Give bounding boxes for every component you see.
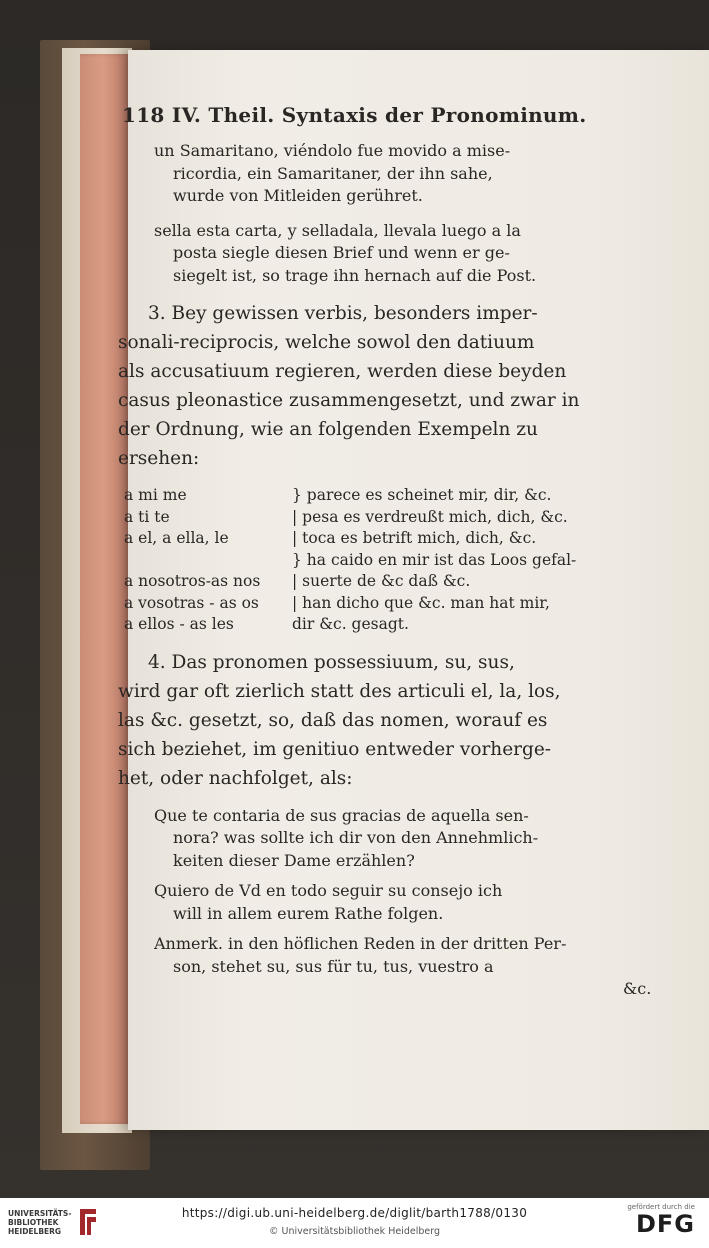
text-line: keiten dieser Dame erzählen? bbox=[173, 850, 415, 870]
text-line: son, stehet su, sus für tu, tus, vuestro a bbox=[173, 956, 494, 976]
funder-caption: gefördert durch die bbox=[627, 1203, 695, 1211]
text-line: nora? was sollte ich dir von den Annehmlich- bbox=[173, 828, 539, 847]
text-line: las &c. gesetzt, so, daß das nomen, worauf es bbox=[118, 709, 548, 731]
funder-name: DFG bbox=[635, 1210, 695, 1238]
library-name-line: HEIDELBERG bbox=[8, 1226, 62, 1236]
table-cell: | han dicho que &c. man hat mir, bbox=[292, 593, 550, 612]
table-row bbox=[124, 528, 690, 550]
table-row bbox=[124, 485, 690, 507]
example-gracias bbox=[118, 805, 690, 873]
table-cell: } parece es scheinet mir, dir, &c. bbox=[292, 486, 552, 504]
page-url[interactable]: https://digi.ub.uni-heidelberg.de/diglit/barth1788/0130 bbox=[181, 1206, 528, 1220]
page-header: 118 IV. Theil. Syntaxis der Pronominum. bbox=[122, 103, 587, 127]
text-line: Quiero de Vd en todo seguir su consejo ich bbox=[154, 881, 503, 900]
example-consejo bbox=[118, 880, 690, 925]
table-cell: dir &c. gesagt. bbox=[292, 615, 409, 633]
funder-logo[interactable] bbox=[627, 1203, 695, 1237]
text-line: &c. bbox=[623, 979, 652, 998]
table-cell: | pesa es verdreußt mich, dich, &c. bbox=[292, 507, 568, 526]
text-line: wird gar oft zierlich statt des articuli el, la, los, bbox=[118, 680, 561, 702]
library-name-line: UNIVERSITÄTS- bbox=[8, 1208, 72, 1218]
text-line: Anmerk. in den höflichen Reden in der dritten Per- bbox=[154, 934, 567, 953]
text-line: der Ordnung, wie an folgenden Exempeln zu bbox=[118, 419, 538, 440]
paragraph-3 bbox=[118, 299, 690, 473]
example-samaritano bbox=[118, 140, 690, 208]
text-line: sonali-reciprocis, welche sowol den datiuum bbox=[118, 332, 535, 353]
table-cell: a el, a ella, le bbox=[124, 529, 229, 547]
pronoun-table bbox=[124, 485, 690, 636]
library-name-line: BIBLIOTHEK bbox=[8, 1217, 59, 1227]
text-line: 3. Bey gewissen verbis, besonders imper- bbox=[148, 303, 538, 324]
viewer-footer bbox=[0, 1198, 709, 1248]
text-line: het, oder nachfolget, als: bbox=[118, 767, 353, 789]
paragraph-4 bbox=[118, 648, 690, 793]
table-row bbox=[124, 507, 690, 529]
text-line: 4. Das pronomen possessiuum, su, sus, bbox=[148, 651, 515, 673]
table-cell: a vosotras - as os bbox=[124, 593, 259, 612]
text-line: will in allem eurem Rathe folgen. bbox=[173, 903, 444, 923]
copyright-notice: © Universitätsbibliothek Heidelberg bbox=[268, 1226, 440, 1237]
table-cell: a ti te bbox=[124, 507, 170, 526]
table-cell: | suerte de &c daß &c. bbox=[292, 572, 471, 590]
example-carta bbox=[118, 220, 690, 288]
page-text bbox=[118, 98, 690, 1001]
text-line: wurde von Mitleiden gerühret. bbox=[173, 186, 423, 205]
table-row bbox=[124, 593, 690, 615]
table-row bbox=[124, 571, 690, 593]
text-line: siegelt ist, so trage ihn hernach auf die Post. bbox=[173, 265, 537, 285]
text-line: Que te contaria de sus gracias de aquella sen- bbox=[154, 805, 529, 825]
table-cell: } ha caido en mir ist das Loos gefal- bbox=[292, 550, 577, 569]
text-line: als accusatiuum regieren, werden diese beyden bbox=[118, 361, 567, 382]
text-line: sich beziehet, im genitiuo entweder vorherge- bbox=[118, 738, 552, 760]
table-cell bbox=[124, 550, 292, 572]
table-cell: a nosotros-as nos bbox=[124, 572, 261, 590]
table-row bbox=[124, 550, 690, 572]
table-cell: | toca es betrift mich, dich, &c. bbox=[292, 529, 537, 547]
note-anmerkung bbox=[118, 933, 690, 1001]
text-line: posta siegle diesen Brief und wenn er ge- bbox=[173, 243, 510, 262]
text-line: ersehen: bbox=[118, 448, 200, 469]
table-cell: a mi me bbox=[124, 486, 187, 504]
table-cell: a ellos - as les bbox=[124, 615, 234, 633]
text-line: un Samaritano, viéndolo fue movido a mise- bbox=[154, 141, 511, 160]
text-line: casus pleonastice zusammengesetzt, und zwar in bbox=[118, 390, 580, 411]
text-line: ricordia, ein Samaritaner, der ihn sahe, bbox=[173, 163, 493, 183]
table-row bbox=[124, 614, 690, 636]
text-line: sella esta carta, y selladala, llevala luego a la bbox=[154, 220, 521, 240]
